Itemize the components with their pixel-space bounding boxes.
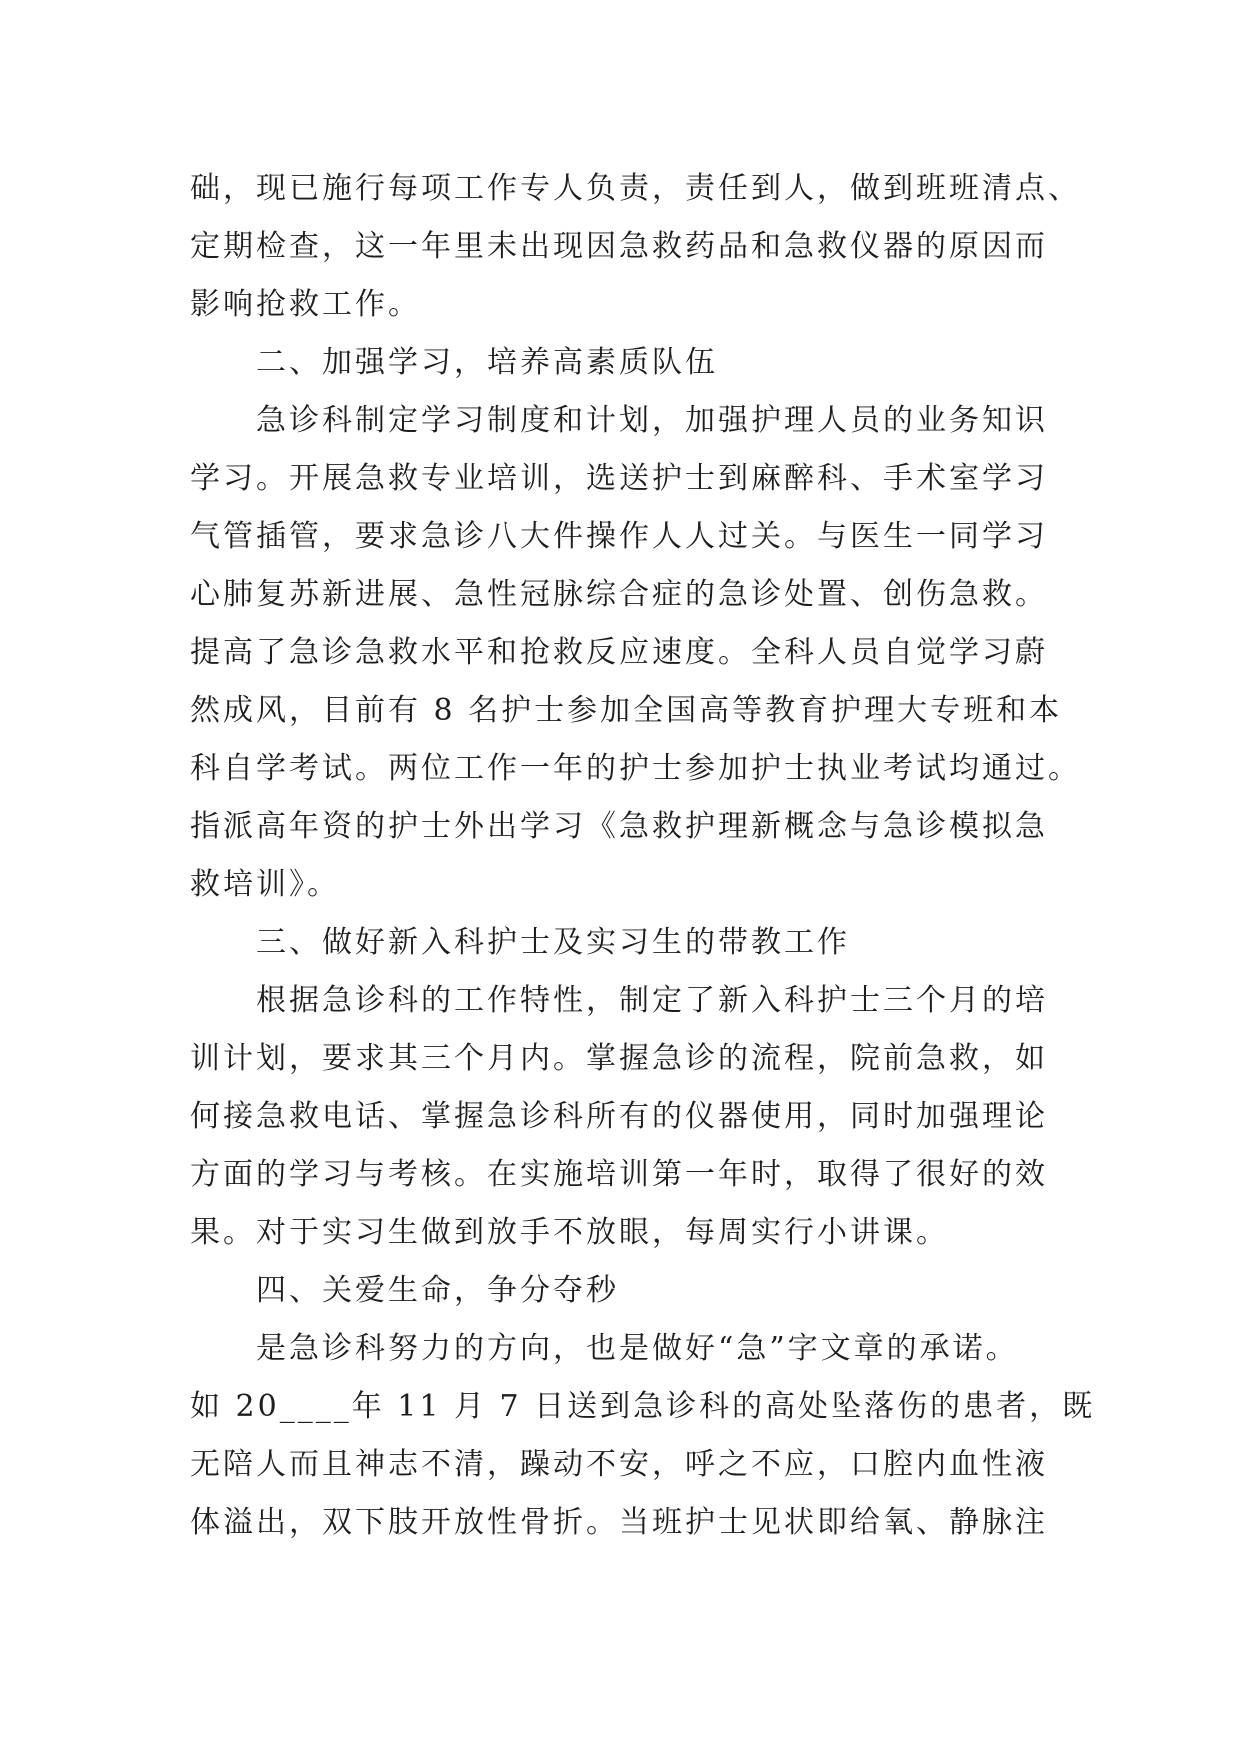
- text-line: 定期检查，这一年里未出现因急救药品和急救仪器的原因而: [190, 229, 1048, 264]
- text-line: 学习。开展急救专业培训，选送护士到麻醉科、手术室学习: [190, 461, 1048, 496]
- text-line: 提高了急诊急救水平和抢救反应速度。全科人员自觉学习蔚: [190, 635, 1048, 670]
- text-line: 急诊科制定学习制度和计划，加强护理人员的业务知识: [190, 403, 1048, 438]
- text-line: 方面的学习与考核。在实施培训第一年时，取得了很好的效: [190, 1157, 1048, 1192]
- text-line: 果。对于实习生做到放手不放眼，每周实行小讲课。: [190, 1215, 949, 1250]
- text-line: 体溢出，双下肢开放性骨折。当班护士见状即给氧、静脉注: [190, 1505, 1048, 1540]
- text-line: 救培训》。: [190, 867, 340, 902]
- text-line: 影响抢救工作。: [190, 287, 421, 322]
- text-line: 何接急救电话、掌握急诊科所有的仪器使用，同时加强理论: [190, 1099, 1048, 1134]
- text-line: 指派高年资的护士外出学习《急救护理新概念与急诊模拟急: [190, 809, 1048, 844]
- text-line: 气管插管，要求急诊八大件操作人人过关。与医生一同学习: [190, 519, 1048, 554]
- text-line: 础，现已施行每项工作专人负责，责任到人，做到班班清点、: [190, 171, 1081, 206]
- document-body: [190, 160, 1096, 1552]
- text-line: 科自学考试。两位工作一年的护士参加护士执业考试均通过。: [190, 751, 1081, 786]
- section-heading: 三、做好新入科护士及实习生的带教工作: [190, 925, 850, 960]
- section-heading: 二、加强学习，培养高素质队伍: [190, 345, 718, 380]
- text-line: 然成风，目前有 8 名护士参加全国高等教育护理大专班和本: [190, 693, 1063, 728]
- text-line: 无陪人而且神志不清，躁动不安，呼之不应，口腔内血性液: [190, 1447, 1048, 1482]
- section-heading: 四、关爱生命，争分夺秒: [190, 1273, 619, 1308]
- text-line: 训计划，要求其三个月内。掌握急诊的流程，院前急救，如: [190, 1041, 1048, 1076]
- text-line: 是急诊科努力的方向，也是做好“急”字文章的承诺。: [190, 1331, 1019, 1366]
- text-line: 根据急诊科的工作特性，制定了新入科护士三个月的培: [190, 983, 1048, 1018]
- text-line: 心肺复苏新进展、急性冠脉综合症的急诊处置、创伤急救。: [190, 577, 1048, 612]
- text-line: 如 20____年 11 月 7 日送到急诊科的高处坠落伤的患者，既: [190, 1389, 1096, 1424]
